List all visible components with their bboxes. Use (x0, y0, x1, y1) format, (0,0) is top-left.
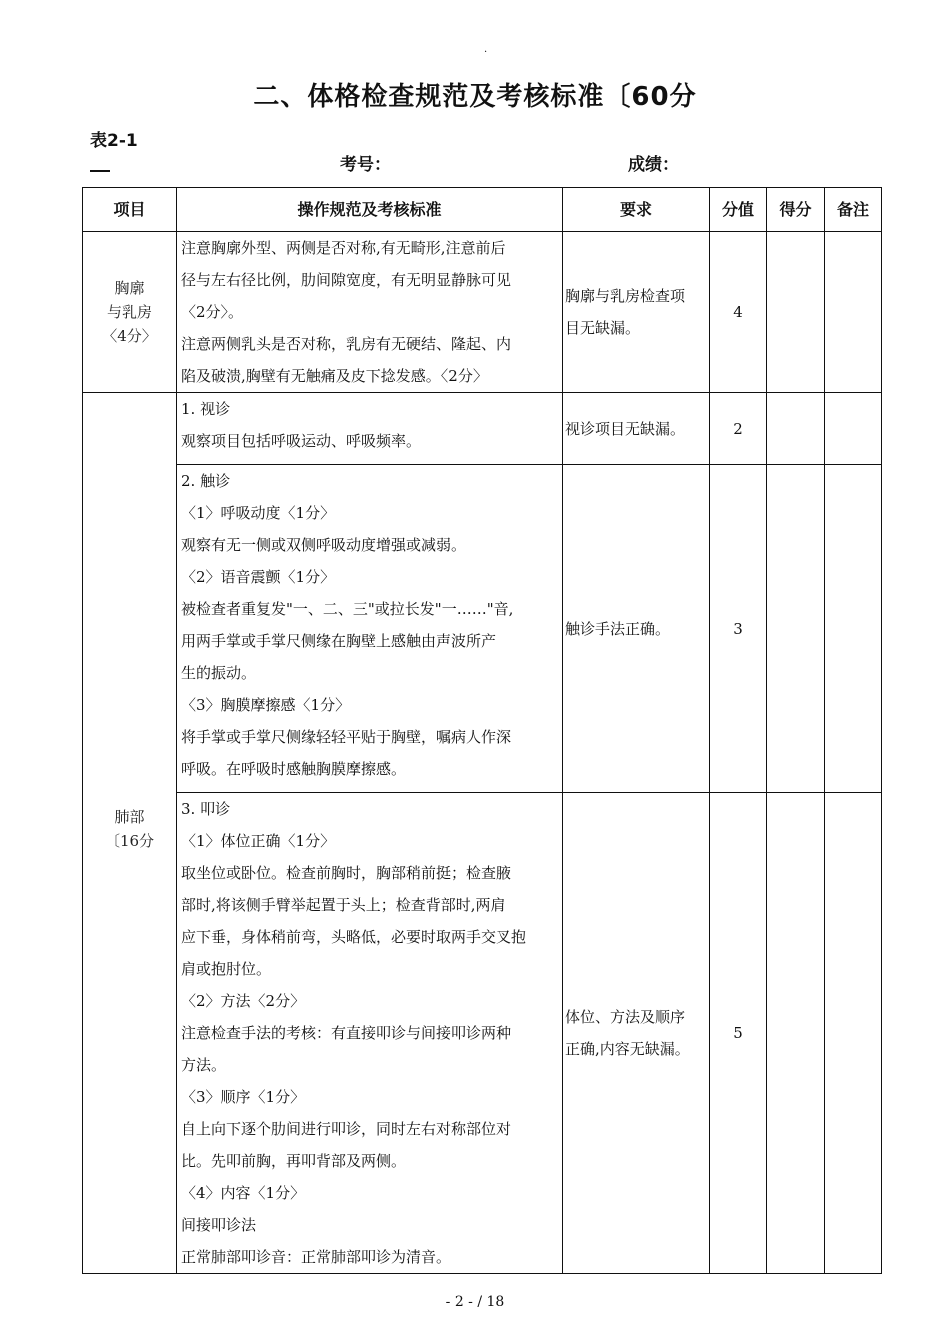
score-value-cell: 3 (710, 465, 767, 793)
score-label: 成绩： (628, 155, 679, 175)
table-label-underline (90, 170, 110, 172)
operation-line: 〈2〉方法〈2分〉 (181, 992, 306, 1010)
table-header-row (83, 188, 882, 232)
operation-line: 3. 叩诊 (181, 800, 231, 818)
table-row (83, 393, 882, 465)
header-requirement: 要求 (563, 188, 710, 232)
header-item: 项目 (83, 188, 177, 232)
obtained-cell (767, 393, 825, 465)
table-row (83, 465, 882, 793)
operation-line: 注意检查手法的考核：有直接叩诊与间接叩诊两种 (181, 1024, 512, 1042)
operation-line: 被检查者重复发"一、二、三"或拉长发"一……"音, (181, 600, 514, 618)
table-label: 表2-1 (90, 131, 138, 151)
operation-line: 径与左右径比例，肋间隙宽度，有无明显静脉可见 (181, 271, 512, 289)
assessment-table (82, 187, 882, 1274)
score-value-cell: 4 (710, 232, 767, 393)
operation-line: 1. 视诊 (181, 400, 231, 418)
requirement-line: 正确,内容无缺漏。 (565, 1040, 690, 1058)
page-dot: . (484, 44, 488, 55)
remark-cell (825, 232, 882, 393)
operation-line: 〈3〉胸膜摩擦感〈1分〉 (181, 696, 351, 714)
operation-cell (177, 232, 563, 393)
requirement-line: 视诊项目无缺漏。 (565, 419, 686, 438)
operation-line: 〈1〉呼吸动度〈1分〉 (181, 504, 336, 522)
operation-line: 〈3〉顺序〈1分〉 (181, 1088, 306, 1106)
operation-line: 间接叩诊法 (181, 1216, 257, 1234)
obtained-cell (767, 793, 825, 1274)
requirement-line: 体位、方法及顺序 (565, 1008, 686, 1026)
operation-line: 自上向下逐个肋间进行叩诊，同时左右对称部位对 (181, 1120, 512, 1138)
operation-line: 〈2分〉。 (181, 303, 244, 321)
operation-line: 2. 触诊 (181, 472, 231, 490)
requirement-cell (563, 793, 710, 1274)
page-number: - 2 - / 18 (445, 1294, 505, 1310)
operation-line: 生的振动。 (181, 664, 257, 682)
operation-line: 〈1〉体位正确〈1分〉 (181, 832, 336, 850)
requirement-cell (563, 393, 710, 465)
table-row (83, 793, 882, 1274)
operation-line: 方法。 (181, 1056, 227, 1074)
operation-line: 用两手掌或手掌尺侧缘在胸壁上感触由声波所产 (181, 632, 497, 650)
operation-line: 比。先叩前胸，再叩背部及两侧。 (181, 1152, 407, 1170)
operation-line: 取坐位或卧位。检查前胸时，胸部稍前挺；检查腋 (181, 864, 512, 882)
item-line: 〔16分 (104, 832, 155, 850)
operation-line: 观察有无一侧或双侧呼吸动度增强或减弱。 (181, 536, 467, 554)
requirement-line: 胸廓与乳房检查项 (565, 287, 686, 305)
operation-line: 〈4〉内容〈1分〉 (181, 1184, 306, 1202)
header-obtained: 得分 (767, 188, 825, 232)
score-value-cell: 5 (710, 793, 767, 1274)
remark-cell (825, 393, 882, 465)
obtained-cell (767, 232, 825, 393)
operation-line: 正常肺部叩诊音：正常肺部叩诊为清音。 (181, 1248, 452, 1266)
item-line: 肺部 (114, 808, 145, 826)
item-cell (83, 232, 177, 393)
exam-number-label: 考号： (340, 155, 391, 175)
operation-line: 观察项目包括呼吸运动、呼吸频率。 (181, 432, 422, 450)
requirement-cell (563, 465, 710, 793)
remark-cell (825, 793, 882, 1274)
operation-line: 部时,将该侧手臂举起置于头上；检查背部时,两肩 (181, 896, 506, 914)
operation-line: 陷及破溃,胸壁有无触痛及皮下捻发感。〈2分〉 (181, 367, 488, 385)
header-remark: 备注 (825, 188, 882, 232)
page-title: 二、体格检查规范及考核标准〔60分 (253, 82, 697, 112)
header-operation: 操作规范及考核标准 (177, 188, 563, 232)
operation-line: 呼吸。在呼吸时感触胸膜摩擦感。 (181, 760, 407, 778)
operation-cell (177, 793, 563, 1274)
operation-cell (177, 393, 563, 465)
operation-line: 注意胸廓外型、两侧是否对称,有无畸形,注意前后 (181, 239, 506, 257)
requirement-line: 目无缺漏。 (565, 319, 641, 337)
operation-cell (177, 465, 563, 793)
operation-line: 将手掌或手掌尺侧缘轻轻平贴于胸壁，嘱病人作深 (181, 728, 512, 746)
item-line: 与乳房 (106, 303, 152, 321)
obtained-cell (767, 465, 825, 793)
score-value-cell: 2 (710, 393, 767, 465)
operation-line: 应下垂，身体稍前弯，头略低，必要时取两手交叉抱 (181, 928, 527, 946)
operation-line: 肩或抱肘位。 (181, 960, 272, 978)
item-line: 〈4分〉 (102, 327, 157, 345)
table-row (83, 232, 882, 393)
item-line: 胸廓 (114, 279, 145, 297)
requirement-line: 触诊手法正确。 (565, 619, 671, 638)
header-score-value: 分值 (710, 188, 767, 232)
operation-line: 注意两侧乳头是否对称，乳房有无硬结、隆起、内 (181, 335, 512, 353)
operation-line: 〈2〉语音震颤〈1分〉 (181, 568, 336, 586)
item-cell (83, 393, 177, 1274)
requirement-cell (563, 232, 710, 393)
remark-cell (825, 465, 882, 793)
